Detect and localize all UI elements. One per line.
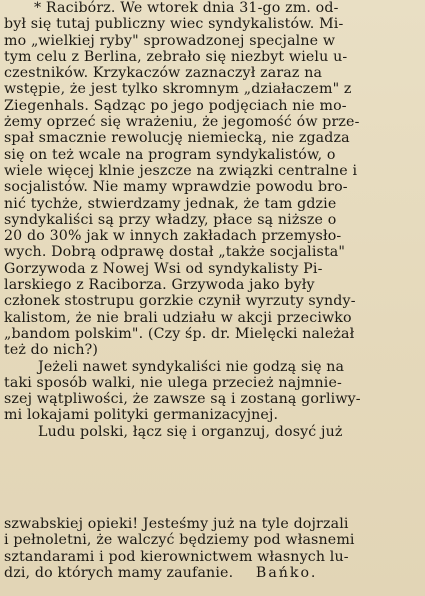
continuation-line: sztandarami i pod kierownictwem własnych lu- [4,548,349,565]
continuation-line: szwabskiej opieki! Jesteśmy już na tyle dojrzali [4,516,349,532]
article-line: żemy oprzeć się wrażeniu, że jegomość ów prze- [4,114,360,131]
article-line: taki sposób walki, nie ulega przecież najmnie- [4,374,342,391]
article-body [4,0,416,440]
article-line: „bandom polskim". (Czy śp. dr. Mielęcki należał [4,325,355,342]
continuation-line: dzi, do których mamy zaufanie. [4,564,234,581]
article-continuation [4,516,416,581]
article-line: mi lokajami polityki germanizacyjnej. [4,407,279,424]
continuation-line: i pełnoletni, że walczyć będziemy pod własnemi [4,532,355,549]
article-line: syndykaliści są przy władzy, płace są niższe o [4,211,337,228]
article-line: był się tutaj publiczny wiec syndykalistów. Mi- [4,16,344,33]
article-line: członek stostrupu gorzkie czynił wyrzuty syndy- [4,293,356,310]
article-line: szej wątpliwości, że zawsze są i zostaną gorliwy- [4,391,361,408]
article-line: * Racibórz. We wtorek dnia 31-go zm. od- [34,0,339,16]
article-line: się on też wcale na program syndykalistów, o [4,146,336,163]
article-line: Ziegenhals. Sądząc po jego podjęciach nie mo- [4,97,347,114]
article-line: Gorzywoda z Nowej Wsi od syndykalisty Pi- [4,260,323,277]
article-line: mo „wielkiej ryby" sprowadzonej specjalne w [4,32,336,49]
article-line: tym celu z Berlina, zebrało się niezbyt wielu u- [4,48,348,65]
article-line: 20 do 30% jak w innych zakładach przemysło- [4,228,342,245]
article-line: nić tychże, stwierdzamy jednak, że tam gdzie [4,195,337,212]
article-line: wych. Dobrą odprawę dostał „także socjalista" [4,244,346,261]
author-signature: Bańko. [255,564,318,581]
continuation-line-signed [4,565,416,581]
article-line: kalistom, że nie brali udziału w akcji przeciwko [4,309,352,326]
article-line: czestników. Krzykaczów zaznaczył zaraz na [4,65,323,82]
article-line: wiele więcej klnie jeszcze na związki centralne i [4,162,358,179]
article-line: larskiego z Raciborza. Grzywoda jako były [4,277,315,294]
article-line: spał smacznie rewolucję niemiecką, nie zgadza [4,130,350,147]
article-line: Ludu polski, łącz się i organzuj, dosyć już [38,423,343,440]
article-line: wstępie, że jest tylko skromnym „działaczem" z [4,81,352,98]
article-line: socjalistów. Nie mamy wprawdzie powodu bro- [4,179,348,196]
article-line: Jeżeli nawet syndykaliści nie godzą się na [38,358,345,375]
article-line: też do nich?) [4,342,99,359]
